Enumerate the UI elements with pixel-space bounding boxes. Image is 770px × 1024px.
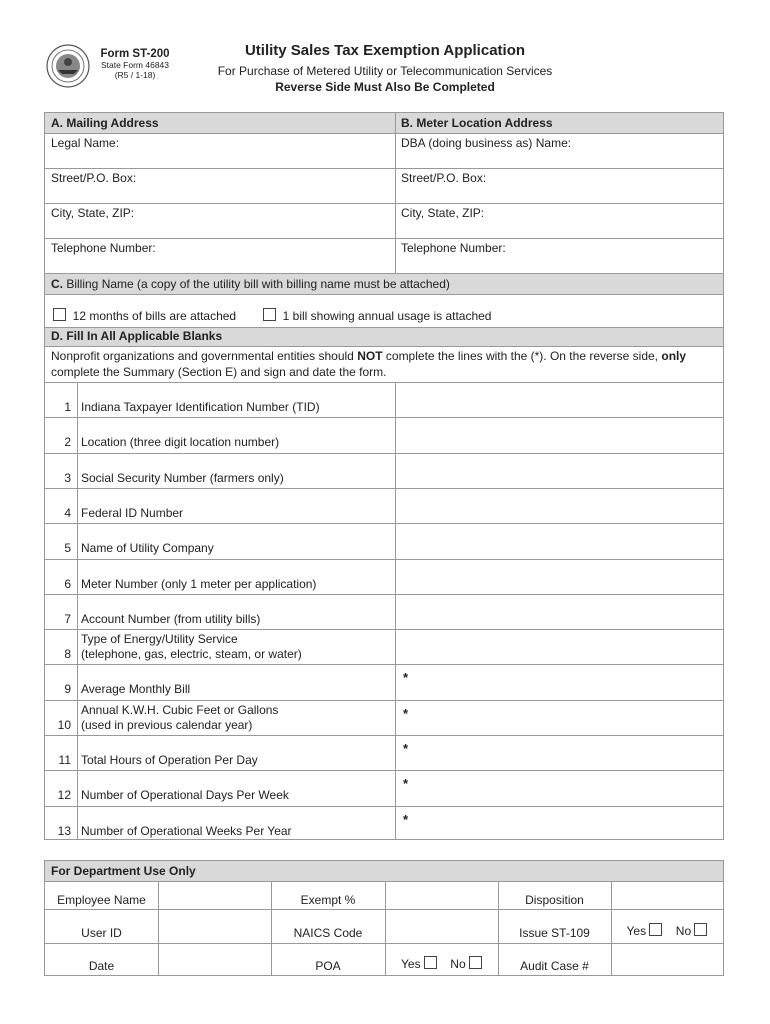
- line-number: 9: [64, 682, 71, 697]
- line-number: 4: [64, 505, 71, 520]
- line-answer-field[interactable]: [396, 383, 722, 416]
- poa-options[interactable]: Yes No: [385, 956, 498, 971]
- line-answer-field[interactable]: [396, 560, 722, 593]
- line-label: Name of Utility Company: [81, 541, 214, 556]
- disposition-label: Disposition: [525, 893, 584, 907]
- page-subtitle: For Purchase of Metered Utility or Telecommunication Services: [217, 64, 553, 78]
- line-number: 8: [64, 647, 71, 662]
- line-label: Total Hours of Operation Per Day: [81, 753, 258, 767]
- date-label: Date: [88, 959, 115, 973]
- mailing-phone-field[interactable]: Telephone Number:: [51, 241, 156, 255]
- dept-heading: For Department Use Only: [51, 864, 196, 878]
- issue-st109-options[interactable]: Yes No: [611, 923, 723, 938]
- section-d-instructions-2: complete the Summary (Section E) and sign and date the form.: [51, 365, 387, 379]
- form-number: Form ST-200: [100, 48, 170, 60]
- line-number: 3: [64, 470, 71, 485]
- line-answer-field[interactable]: [396, 595, 722, 628]
- nonprofit-skip-asterisk: *: [403, 705, 409, 721]
- dba-name-field[interactable]: DBA (doing business as) Name:: [401, 136, 572, 150]
- meter-phone-field[interactable]: Telephone Number:: [401, 241, 506, 255]
- state-seal-icon: [46, 44, 90, 88]
- checkbox[interactable]: [53, 308, 66, 321]
- billing-option-1-bill[interactable]: 1 bill showing annual usage is attached: [263, 308, 491, 323]
- line-number: 5: [64, 541, 71, 556]
- line-number: 7: [64, 611, 71, 626]
- line-label: Account Number (from utility bills): [81, 611, 261, 626]
- section-d-heading: D. Fill In All Applicable Blanks: [51, 329, 223, 343]
- line-label: Meter Number (only 1 meter per application): [81, 576, 317, 591]
- line-answer-field[interactable]: [396, 630, 722, 663]
- nonprofit-skip-asterisk: *: [403, 776, 409, 792]
- checkbox[interactable]: [263, 308, 276, 321]
- meter-street-field[interactable]: Street/P.O. Box:: [401, 171, 487, 185]
- section-c-heading: C. Billing Name (a copy of the utility bill with billing name must be attached): [51, 277, 450, 291]
- line-number: 13: [57, 823, 71, 838]
- line-answer-field[interactable]: [396, 489, 722, 522]
- line-label: Location (three digit location number): [81, 435, 280, 450]
- line-number: 12: [57, 788, 71, 803]
- line-answer-field[interactable]: [396, 807, 722, 840]
- line-number: 1: [64, 400, 71, 414]
- line-number: 11: [58, 753, 71, 767]
- section-a-heading: A. Mailing Address: [51, 116, 159, 130]
- section-b-heading: B. Meter Location Address: [401, 116, 553, 130]
- section-d-instructions: Nonprofit organizations and governmental entities should NOT complete the lines with the (*). On the reverse side, only: [51, 349, 687, 363]
- line-label: Number of Operational Weeks Per Year: [81, 823, 292, 838]
- department-use-table: [44, 860, 724, 976]
- line-label: Number of Operational Days Per Week: [81, 788, 289, 803]
- line-label: Federal ID Number: [81, 505, 184, 520]
- reverse-side-note: Reverse Side Must Also Be Completed: [275, 80, 495, 94]
- mailing-street-field[interactable]: Street/P.O. Box:: [51, 171, 137, 185]
- employee-name-label: Employee Name: [57, 893, 146, 907]
- poa-label: POA: [315, 959, 341, 973]
- line-label: Average Monthly Bill: [81, 682, 191, 697]
- audit-case-label: Audit Case #: [520, 959, 589, 973]
- nonprofit-skip-asterisk: *: [403, 670, 409, 686]
- issue-st109-label: Issue ST-109: [519, 926, 590, 940]
- title-block: [190, 42, 580, 94]
- line-label: Annual K.W.H. Cubic Feet or Gallons: [81, 702, 279, 717]
- line-answer-field[interactable]: [396, 736, 722, 769]
- line-answer-field[interactable]: [396, 418, 722, 451]
- line-answer-field[interactable]: [396, 771, 722, 804]
- legal-name-field[interactable]: Legal Name:: [51, 136, 120, 150]
- line-label: Indiana Taxpayer Identification Number (TID): [81, 400, 320, 414]
- nonprofit-skip-asterisk: *: [403, 811, 409, 827]
- naics-label: NAICS Code: [293, 926, 363, 940]
- line-label-2: (used in previous calendar year): [81, 717, 253, 732]
- line-number: 10: [57, 717, 71, 732]
- no-checkbox[interactable]: [469, 956, 482, 969]
- nonprofit-skip-asterisk: *: [403, 741, 409, 756]
- billing-option-12-months[interactable]: 12 months of bills are attached: [53, 308, 236, 323]
- line-number: 2: [64, 435, 71, 450]
- main-form: [44, 112, 724, 840]
- meter-city-field[interactable]: City, State, ZIP:: [401, 206, 485, 220]
- line-answer-field[interactable]: [396, 454, 722, 487]
- yes-checkbox[interactable]: [424, 956, 437, 969]
- line-answer-field[interactable]: [396, 701, 722, 734]
- line-answer-field[interactable]: [396, 665, 722, 698]
- user-id-label: User ID: [81, 926, 122, 940]
- no-checkbox[interactable]: [694, 923, 707, 936]
- exempt-pct-label: Exempt %: [300, 893, 356, 907]
- state-form-number: State Form 46843: [100, 60, 170, 70]
- line-label: Social Security Number (farmers only): [81, 470, 284, 485]
- form-id-block: [100, 48, 170, 80]
- page-title: Utility Sales Tax Exemption Application: [244, 42, 526, 59]
- yes-checkbox[interactable]: [649, 923, 662, 936]
- line-number: 6: [64, 576, 71, 591]
- mailing-city-field[interactable]: City, State, ZIP:: [51, 206, 135, 220]
- line-answer-field[interactable]: [396, 524, 722, 557]
- line-label: Type of Energy/Utility Service: [81, 632, 238, 647]
- line-label-2: (telephone, gas, electric, steam, or water): [81, 647, 302, 662]
- revision: (R5 / 1-18): [114, 70, 156, 80]
